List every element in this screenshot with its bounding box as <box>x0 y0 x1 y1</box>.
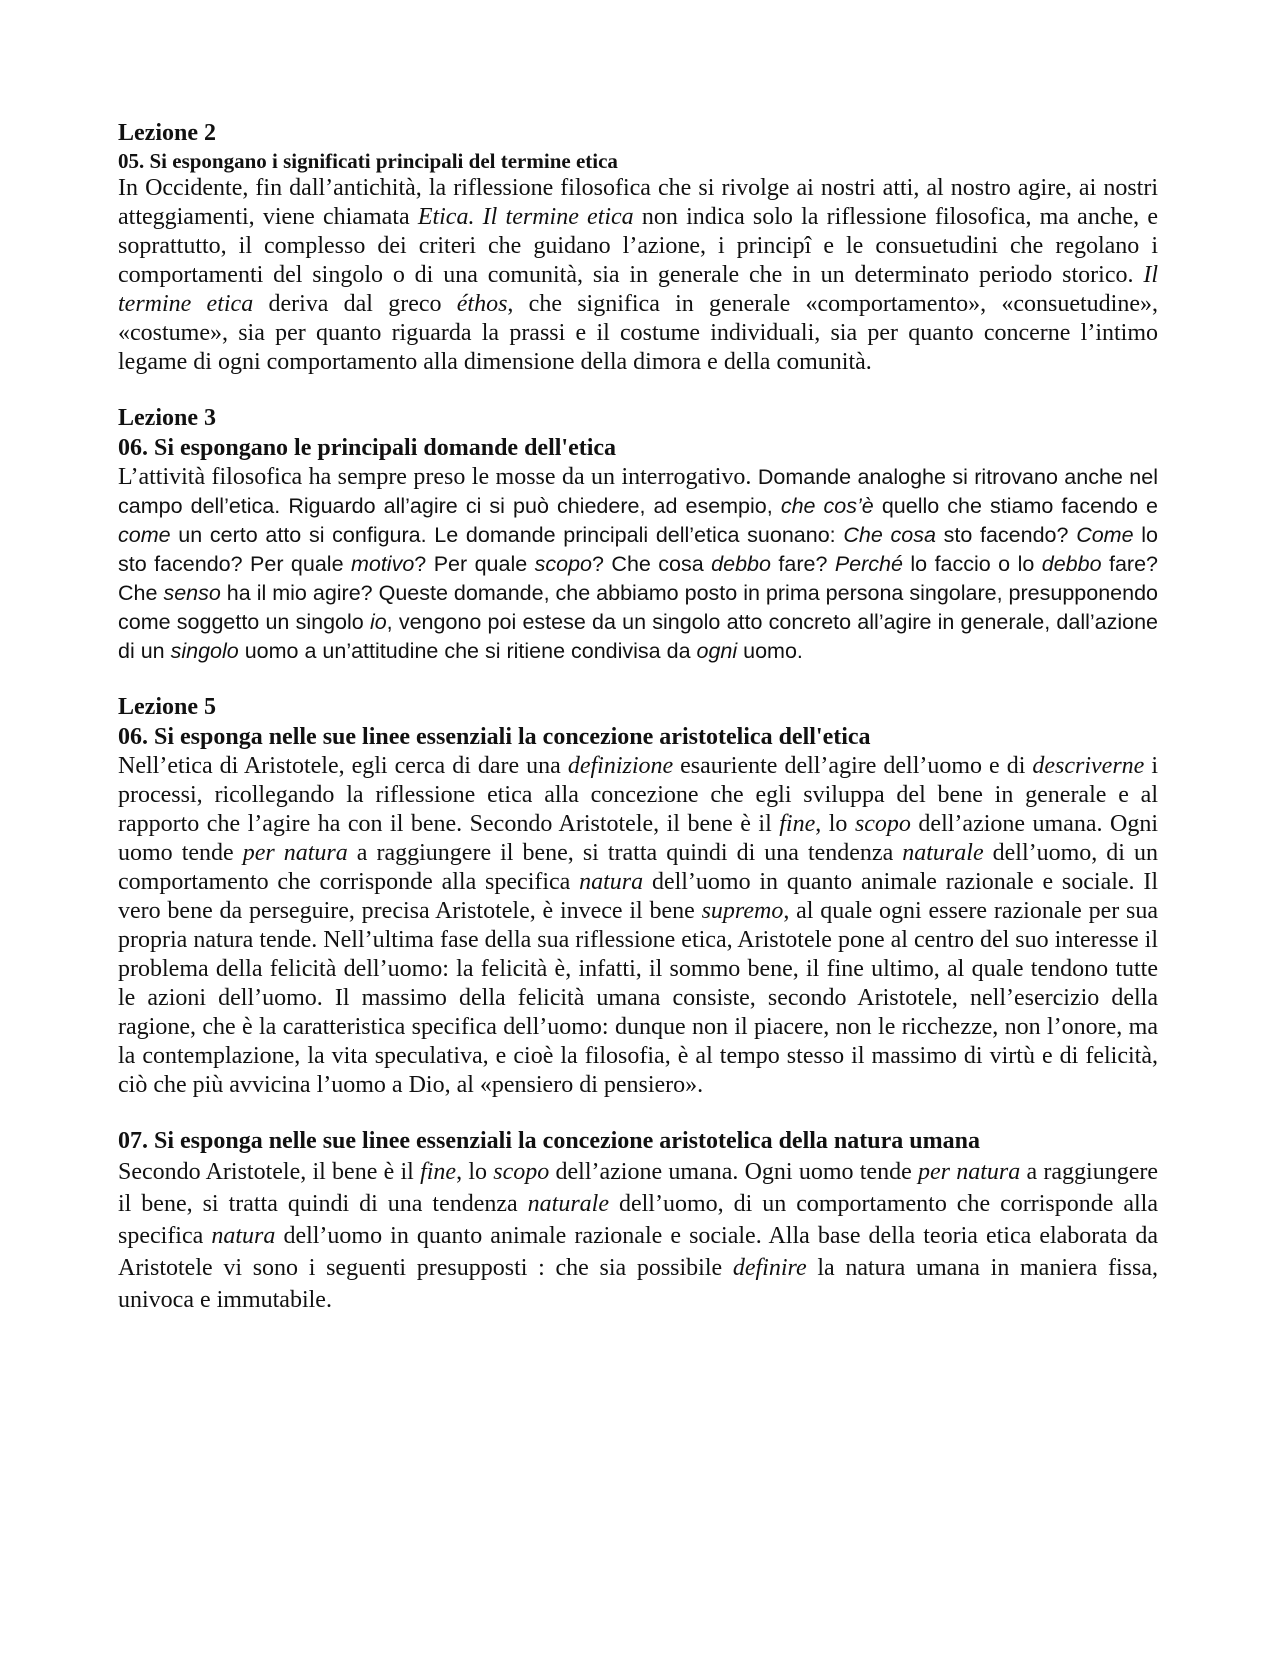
answer-paragraph-lead: L’attività filosofica ha sempre preso le mosse da un interrogativo. <box>118 464 752 490</box>
answer-paragraph-body: Domande analoghe si ritrovano anche nel campo dell’etica. Riguardo all’agire ci si può chiedere, ad esempio, che cos’è quello che stiamo facendo e come un certo atto si configura. Le domande principali dell’etica suonano: Che cosa sto facendo? Come lo sto facendo? Per quale motivo? Per quale scopo? Che cosa debbo fare? Perché lo faccio o lo debbo fare? Che senso ha il mio agire? Queste domande, che abbiamo posto in prima persona singolare, presupponendo come soggetto un singolo io, vengono poi estese da un singolo atto concreto all’agire in generale, dall’azione di un singolo uomo a un’attitudine che si ritiene condivisa da ogni uomo. <box>118 465 1159 663</box>
italic-text: debbo <box>1041 552 1102 576</box>
italic-text: ogni <box>696 639 738 663</box>
italic-text: come <box>118 523 171 547</box>
italic-text: supremo <box>701 898 784 924</box>
italic-text: definizione <box>567 753 674 779</box>
italic-text: éthos <box>456 291 508 317</box>
italic-text: naturale <box>902 840 984 866</box>
italic-text: Il termine etica <box>482 204 634 230</box>
section-question-07 <box>118 1126 1158 1316</box>
italic-text: scopo <box>493 1159 550 1185</box>
italic-text: scopo <box>534 552 593 576</box>
italic-text: motivo <box>350 552 415 576</box>
italic-text: definire <box>732 1255 807 1281</box>
question-heading: 06. Si espongano le principali domande dell'etica <box>118 435 617 461</box>
italic-text: per natura <box>242 840 348 866</box>
italic-text: descriverne <box>1032 753 1145 779</box>
document-page <box>118 118 1158 1342</box>
italic-text: fine <box>779 811 816 837</box>
italic-text: scopo <box>854 811 911 837</box>
question-heading: 06. Si esponga nelle sue linee essenziali la concezione aristotelica dell'etica <box>118 724 871 750</box>
italic-text: Il termine etica <box>118 262 1158 317</box>
italic-text: io <box>369 610 387 634</box>
italic-text: Etica. <box>417 204 475 230</box>
question-heading: 05. Si espongano i significati principali del termine etica <box>118 149 618 173</box>
italic-text: natura <box>211 1223 276 1249</box>
answer-paragraph: Nell’etica di Aristotele, egli cerca di dare una definizione esauriente dell’agire dell’uomo e di descriverne i processi, ricollegando la riflessione etica alla concezione che egli sviluppa del bene in generale e al rapporto che l’agire ha con il bene. Secondo Aristotele, il bene è il fine, lo scopo dell’azione umana. Ogni uomo tende per natura a raggiungere il bene, si tratta quindi di una tendenza naturale dell’uomo, di un comportamento che corrisponde alla specifica natura dell’uomo in quanto animale razionale e sociale. Il vero bene da perseguire, precisa Aristotele, è invece il bene supremo, al quale ogni essere razionale per sua propria natura tende. Nell’ultima fase della sua riflessione etica, Aristotele pone al centro del suo interesse il problema della felicità dell’uomo: la felicità è, infatti, il sommo bene, il fine ultimo, al quale tendono tutte le azioni dell’uomo. Il massimo della felicità umana consiste, secondo Aristotele, nell’esercizio della ragione, che è la caratteristica specifica dell’uomo: dunque non il piacere, non le ricchezze, non l’onore, ma la contemplazione, la vita speculativa, e cioè la filosofia, è al tempo stesso il massimo di virtù e di felicità, ciò che più avvicina l’uomo a Dio, al «pensiero di pensiero». <box>118 753 1159 1098</box>
section-lezione-3 <box>118 403 1158 666</box>
answer-paragraph: In Occidente, fin dall’antichità, la riflessione filosofica che si rivolge ai nostri atti, al nostro agire, ai nostri atteggiamenti, viene chiamata Etica. Il termine etica non indica solo la riflessione filosofica, ma anche, e soprattutto, il complesso dei criteri che guidano l’azione, i principî e le consuetudini che regolano i comportamenti del singolo o di una comunità, sia in generale che in un determinato periodo storico. Il termine etica deriva dal greco éthos, che significa in generale «comportamento», «consuetudine», «costume», sia per quanto riguarda la prassi e il costume individuali, sia per quanto concerne l’intimo legame di ogni comportamento alla dimensione della dimora e della comunità. <box>118 175 1158 375</box>
italic-text: natura <box>579 869 644 895</box>
italic-text: debbo <box>711 552 771 576</box>
answer-paragraph <box>118 463 1158 666</box>
section-lezione-5 <box>118 692 1158 1100</box>
lesson-heading: Lezione 2 <box>118 120 216 146</box>
lesson-heading: Lezione 3 <box>118 405 216 431</box>
italic-text: Come <box>1076 523 1134 547</box>
lesson-heading: Lezione 5 <box>118 694 216 720</box>
italic-text: fine <box>420 1159 457 1185</box>
italic-text: naturale <box>527 1191 609 1217</box>
italic-text: Perché <box>834 552 903 576</box>
answer-paragraph: Secondo Aristotele, il bene è il fine, lo scopo dell’azione umana. Ogni uomo tende per natura a raggiungere il bene, si tratta quindi di una tendenza naturale dell’uomo, di un comportamento che corrisponde alla specifica natura dell’uomo in quanto animale razionale e sociale. Alla base della teoria etica elaborata da Aristotele vi sono i seguenti presupposti : che sia possibile definire la natura umana in maniera fissa, univoca e immutabile. <box>118 1159 1158 1313</box>
italic-text: per natura <box>917 1159 1021 1185</box>
italic-text: senso <box>163 581 221 605</box>
italic-text: singolo <box>170 639 239 663</box>
section-lezione-2 <box>118 118 1158 377</box>
italic-text: che cos’è <box>780 494 874 518</box>
question-heading: 07. Si esponga nelle sue linee essenziali la concezione aristotelica della natura umana <box>118 1128 980 1154</box>
italic-text: Che cosa <box>843 523 936 547</box>
